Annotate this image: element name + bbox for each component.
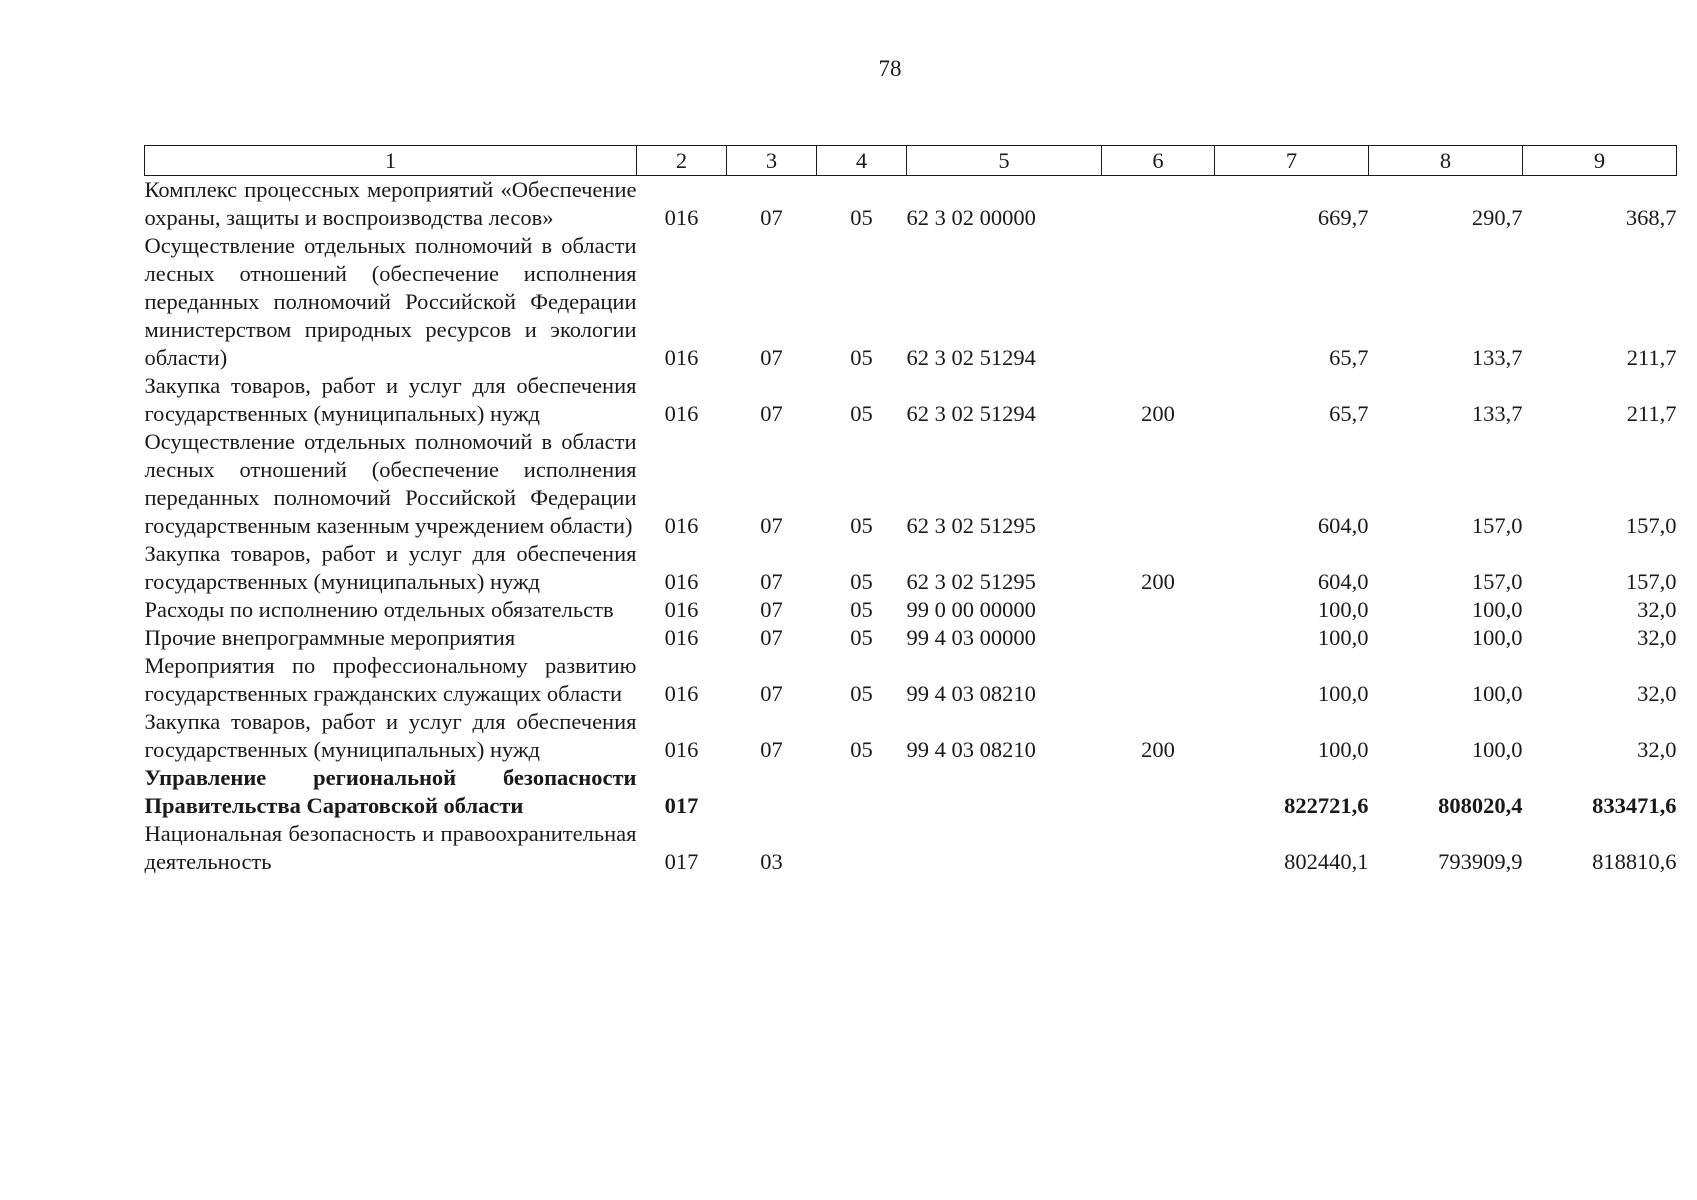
expense-type-cell: [1102, 764, 1215, 820]
ministry-code-cell: 016: [664, 625, 699, 650]
amount-col8-cell: 157,0: [1471, 513, 1523, 538]
target-article-cell: 99 0 00 00000: [906, 597, 1036, 622]
column-header-6: 6: [1102, 146, 1215, 176]
amount-col9-cell: 818810,6: [1592, 849, 1677, 874]
target-article-cell: 62 3 02 51295: [906, 513, 1036, 538]
ministry-code-cell: 016: [664, 597, 699, 622]
subsection-code-cell: 05: [850, 737, 873, 762]
amount-col7-cell: 802440,1: [1284, 849, 1369, 874]
section-code-cell: 07: [760, 625, 783, 650]
column-header-2: 2: [637, 146, 727, 176]
expense-type-cell: 200: [1141, 737, 1175, 762]
target-article-cell: 62 3 02 51295: [906, 569, 1036, 594]
row-name-cell: Расходы по исполнению отдельных обязательств: [144, 597, 614, 622]
amount-col7-cell: 100,0: [1317, 737, 1369, 762]
column-header-1: 1: [145, 146, 637, 176]
budget-table: [144, 145, 1677, 876]
table-row: [145, 428, 1677, 540]
row-name-cell: Прочие внепрограммные мероприятия: [144, 625, 516, 650]
subsection-code-cell: 05: [850, 205, 873, 230]
subsection-code-cell: 05: [850, 681, 873, 706]
expense-type-cell: [1102, 176, 1215, 233]
column-header-3: 3: [727, 146, 817, 176]
ministry-code-cell: 016: [664, 569, 699, 594]
row-name-cell: Мероприятия по профессиональному развитию государственных гражданских служащих области: [144, 653, 637, 706]
section-code-cell: 07: [760, 345, 783, 370]
ministry-code-cell: 016: [664, 737, 699, 762]
ministry-code-cell: 016: [664, 401, 699, 426]
section-code-cell: 07: [760, 737, 783, 762]
table-row: [145, 596, 1677, 624]
section-code-cell: 07: [760, 681, 783, 706]
amount-col8-cell: 808020,4: [1438, 793, 1523, 818]
row-name-cell: Закупка товаров, работ и услуг для обеспечения государственных (муниципальных) нужд: [144, 709, 637, 762]
amount-col9-cell: 157,0: [1625, 569, 1677, 594]
subsection-code-cell: 05: [850, 513, 873, 538]
section-code-cell: 07: [760, 401, 783, 426]
section-code-cell: 07: [760, 597, 783, 622]
amount-col8-cell: 100,0: [1471, 625, 1523, 650]
amount-col8-cell: 290,7: [1471, 205, 1523, 230]
table-row: [145, 372, 1677, 428]
table-row: [145, 820, 1677, 876]
amount-col7-cell: 100,0: [1317, 597, 1369, 622]
subsection-code-cell: [817, 820, 907, 876]
target-article-cell: 62 3 02 51294: [906, 401, 1036, 426]
amount-col7-cell: 65,7: [1329, 345, 1369, 370]
row-name-cell: Национальная безопасность и правоохранительная деятельность: [144, 821, 637, 874]
amount-col7-cell: 100,0: [1317, 681, 1369, 706]
amount-col7-cell: 604,0: [1317, 569, 1369, 594]
amount-col7-cell: 604,0: [1317, 513, 1369, 538]
row-name-cell: Осуществление отдельных полномочий в области лесных отношений (обеспечение исполнения переданных полномочий Российской Федерации министерством природных ресурсов и экологии области): [144, 233, 637, 370]
row-name-cell: Закупка товаров, работ и услуг для обеспечения государственных (муниципальных) нужд: [144, 373, 637, 426]
amount-col9-cell: 368,7: [1625, 205, 1677, 230]
target-article-cell: 99 4 03 08210: [906, 737, 1036, 762]
row-name-cell: Комплекс процессных мероприятий «Обеспечение охраны, защиты и воспроизводства лесов»: [144, 177, 637, 230]
amount-col9-cell: 833471,6: [1592, 793, 1677, 818]
section-code-cell: 07: [760, 205, 783, 230]
amount-col9-cell: 32,0: [1637, 681, 1677, 706]
ministry-code-cell: 016: [664, 345, 699, 370]
expense-type-cell: [1102, 232, 1215, 372]
expense-type-cell: [1102, 428, 1215, 540]
target-article-cell: [907, 820, 1102, 876]
amount-col7-cell: 65,7: [1329, 401, 1369, 426]
ministry-code-cell: 016: [664, 513, 699, 538]
subsection-code-cell: 05: [850, 569, 873, 594]
row-name-cell: Управление региональной безопасности Правительства Саратовской области: [144, 765, 637, 818]
subsection-code-cell: 05: [850, 345, 873, 370]
target-article-cell: 62 3 02 00000: [906, 205, 1036, 230]
expense-type-cell: [1102, 596, 1215, 624]
column-header-7: 7: [1215, 146, 1369, 176]
header-row: [145, 146, 1677, 176]
column-header-4: 4: [817, 146, 907, 176]
subsection-code-cell: [817, 764, 907, 820]
target-article-cell: [907, 764, 1102, 820]
amount-col8-cell: 100,0: [1471, 597, 1523, 622]
amount-col9-cell: 32,0: [1637, 737, 1677, 762]
amount-col9-cell: 32,0: [1637, 597, 1677, 622]
amount-col7-cell: 100,0: [1317, 625, 1369, 650]
amount-col7-cell: 669,7: [1317, 205, 1369, 230]
amount-col9-cell: 157,0: [1625, 513, 1677, 538]
row-name-cell: Закупка товаров, работ и услуг для обеспечения государственных (муниципальных) нужд: [144, 541, 637, 594]
section-code-cell: 07: [760, 513, 783, 538]
ministry-code-cell: 017: [664, 849, 699, 874]
expense-type-cell: 200: [1141, 569, 1175, 594]
amount-col8-cell: 157,0: [1471, 569, 1523, 594]
section-code-cell: [727, 764, 817, 820]
ministry-code-cell: 016: [664, 681, 699, 706]
table-row: [145, 708, 1677, 764]
target-article-cell: 99 4 03 08210: [906, 681, 1036, 706]
ministry-code-cell: 016: [664, 205, 699, 230]
table-row: [145, 232, 1677, 372]
subsection-code-cell: 05: [850, 597, 873, 622]
expense-type-cell: [1102, 820, 1215, 876]
amount-col9-cell: 211,7: [1626, 345, 1677, 370]
table-row: [145, 540, 1677, 596]
section-code-cell: 03: [760, 849, 783, 874]
column-header-8: 8: [1369, 146, 1523, 176]
subsection-code-cell: 05: [850, 625, 873, 650]
amount-col8-cell: 133,7: [1471, 345, 1523, 370]
table-row: [145, 624, 1677, 652]
expense-type-cell: [1102, 624, 1215, 652]
amount-col9-cell: 32,0: [1637, 625, 1677, 650]
amount-col8-cell: 133,7: [1471, 401, 1523, 426]
ministry-code-cell: 017: [664, 793, 699, 818]
subsection-code-cell: 05: [850, 401, 873, 426]
amount-col8-cell: 793909,9: [1438, 849, 1523, 874]
column-header-5: 5: [907, 146, 1102, 176]
amount-col7-cell: 822721,6: [1284, 793, 1369, 818]
expense-type-cell: 200: [1141, 401, 1175, 426]
amount-col9-cell: 211,7: [1626, 401, 1677, 426]
amount-col8-cell: 100,0: [1471, 681, 1523, 706]
column-header-9: 9: [1523, 146, 1677, 176]
page-number: 78: [878, 56, 902, 81]
table-row: [145, 652, 1677, 708]
table-row: [145, 764, 1677, 820]
target-article-cell: 99 4 03 00000: [906, 625, 1036, 650]
target-article-cell: 62 3 02 51294: [906, 345, 1036, 370]
table-row: [145, 176, 1677, 233]
expense-type-cell: [1102, 652, 1215, 708]
section-code-cell: 07: [760, 569, 783, 594]
row-name-cell: Осуществление отдельных полномочий в области лесных отношений (обеспечение исполнения переданных полномочий Российской Федерации государственным казенным учреждением области): [144, 429, 637, 538]
table-body: [145, 176, 1677, 877]
amount-col8-cell: 100,0: [1471, 737, 1523, 762]
